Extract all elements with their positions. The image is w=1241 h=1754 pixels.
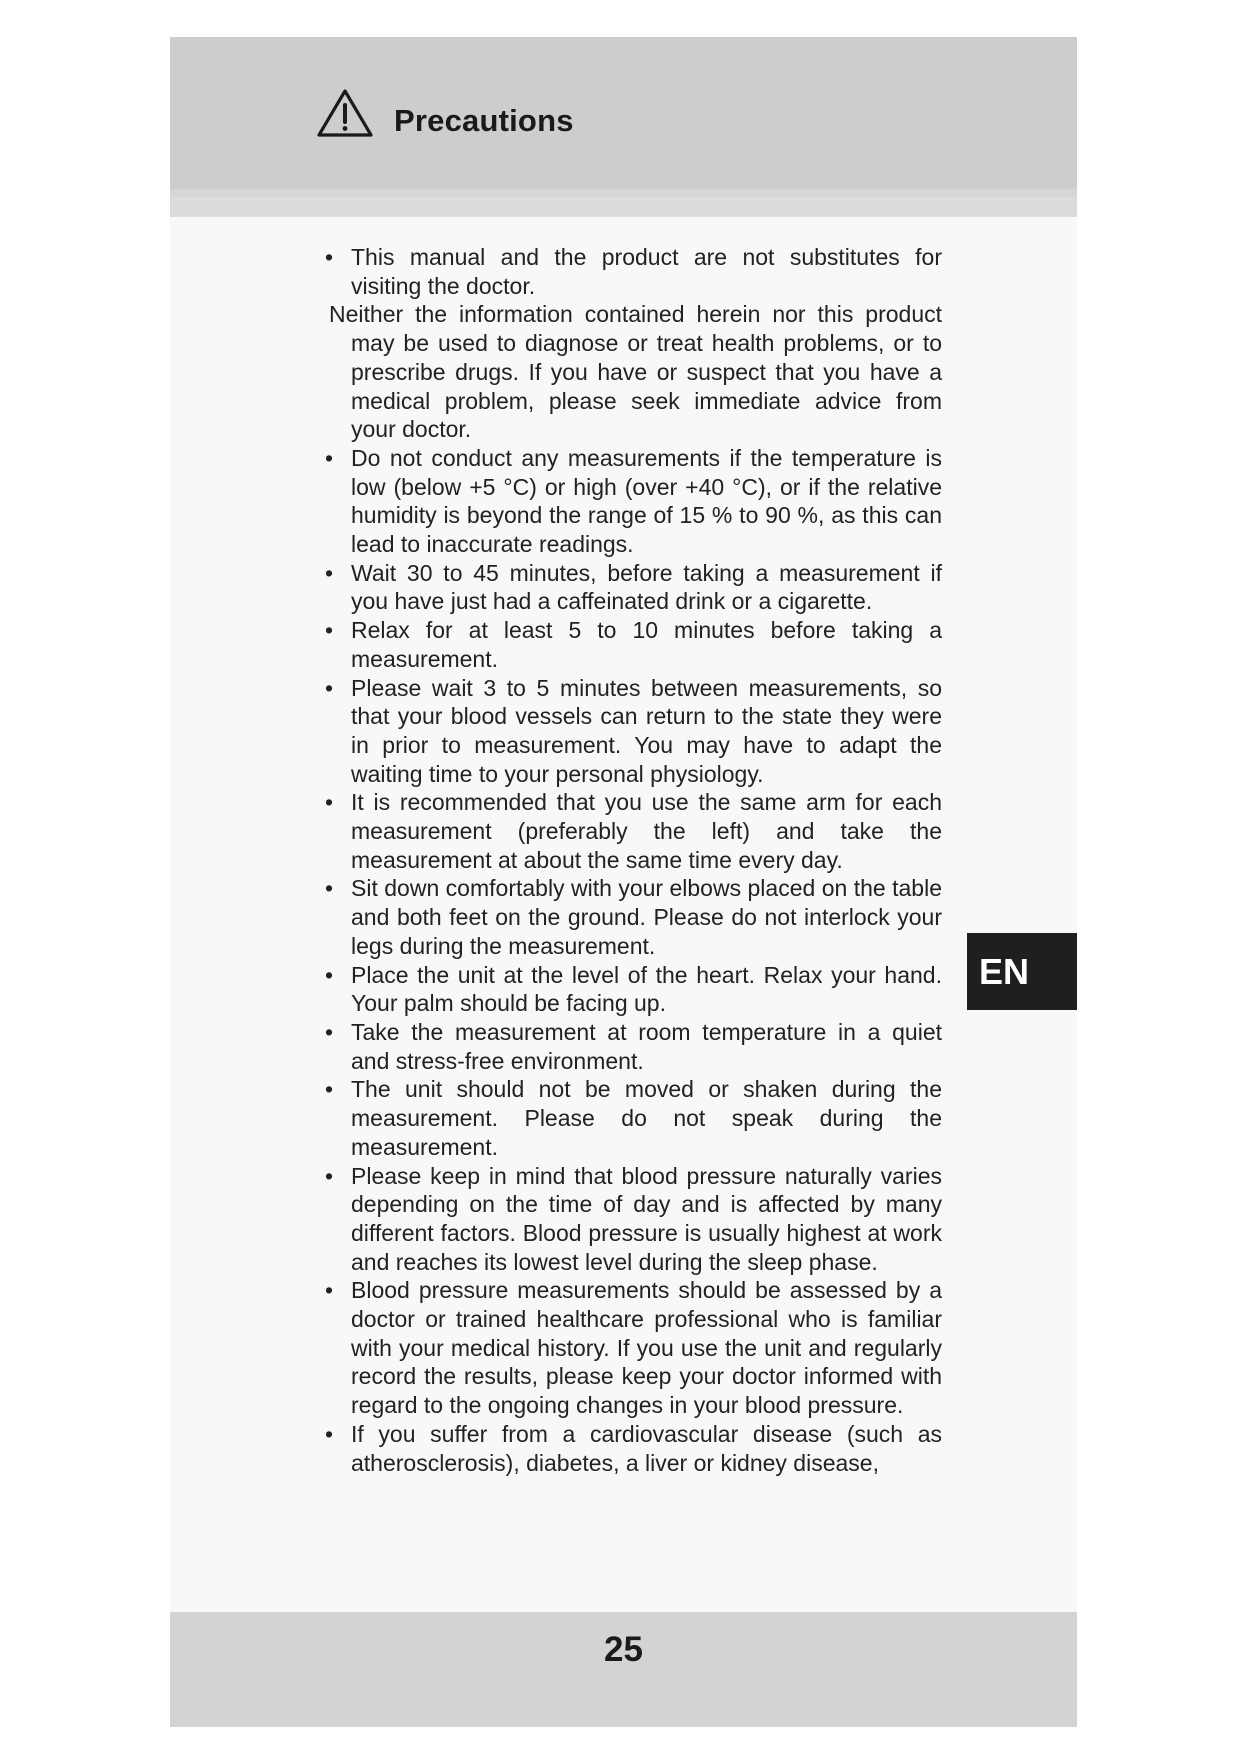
list-item: • Take the measurement at room temperature in a quiet and stress-free environment.	[320, 1018, 942, 1075]
list-item: • Please keep in mind that blood pressure naturally varies depending on the time of day and is affected by many different factors. Blood pressure is usually highest at work and reaches its lowest level during the sleep phase.	[320, 1162, 942, 1277]
page-number: 25	[604, 1630, 643, 1669]
list-item: • If you suffer from a cardiovascular disease (such as atherosclerosis), diabetes, a liver or kidney disease,	[320, 1420, 942, 1477]
list-item: Neither the information contained herein nor this product may be used to diagnose or treat health problems, or to prescribe drugs. If you have or suspect that you have a medical problem, please seek immediate advice from your doctor.	[329, 301, 942, 443]
list-item: • Sit down comfortably with your elbows placed on the table and both feet on the ground. Please do not interlock your legs during the measurement.	[320, 874, 942, 960]
list-item: • This manual and the product are not substitutes for visiting the doctor.	[320, 243, 942, 300]
list-item: • Place the unit at the level of the heart. Relax your hand. Your palm should be facing up.	[320, 961, 942, 1018]
list-item: • Relax for at least 5 to 10 minutes before taking a measurement.	[320, 616, 942, 673]
list-item: • The unit should not be moved or shaken during the measurement. Please do not speak during the measurement.	[320, 1075, 942, 1161]
warning-triangle-icon	[316, 88, 374, 138]
list-item: • Wait 30 to 45 minutes, before taking a measurement if you have just had a caffeinated drink or a cigarette.	[320, 559, 942, 616]
list-item: • Blood pressure measurements should be assessed by a doctor or trained healthcare professional who is familiar with your medical history. If you use the unit and regularly record the results, please keep your doctor informed with regard to the ongoing changes in your blood pressure.	[320, 1276, 942, 1420]
header-band	[170, 37, 1077, 189]
header-divider	[170, 189, 1077, 197]
list-item: • It is recommended that you use the same arm for each measurement (preferably the left) and take the measurement at about the same time every day.	[320, 788, 942, 874]
language-tab[interactable]: EN	[967, 933, 1077, 1010]
list-item: • Please wait 3 to 5 minutes between measurements, so that your blood vessels can return to the state they were in prior to measurement. You may have to adapt the waiting time to your personal physiology.	[320, 674, 942, 789]
page-title: Precautions	[394, 103, 574, 138]
list-item: • Do not conduct any measurements if the temperature is low (below +5 °C) or high (over +40 °C), or if the relative humidity is beyond the range of 15 % to 90 %, as this can lead to inaccurate readings.	[320, 444, 942, 559]
header-divider-lower	[170, 197, 1077, 217]
precautions-list	[320, 243, 942, 1477]
